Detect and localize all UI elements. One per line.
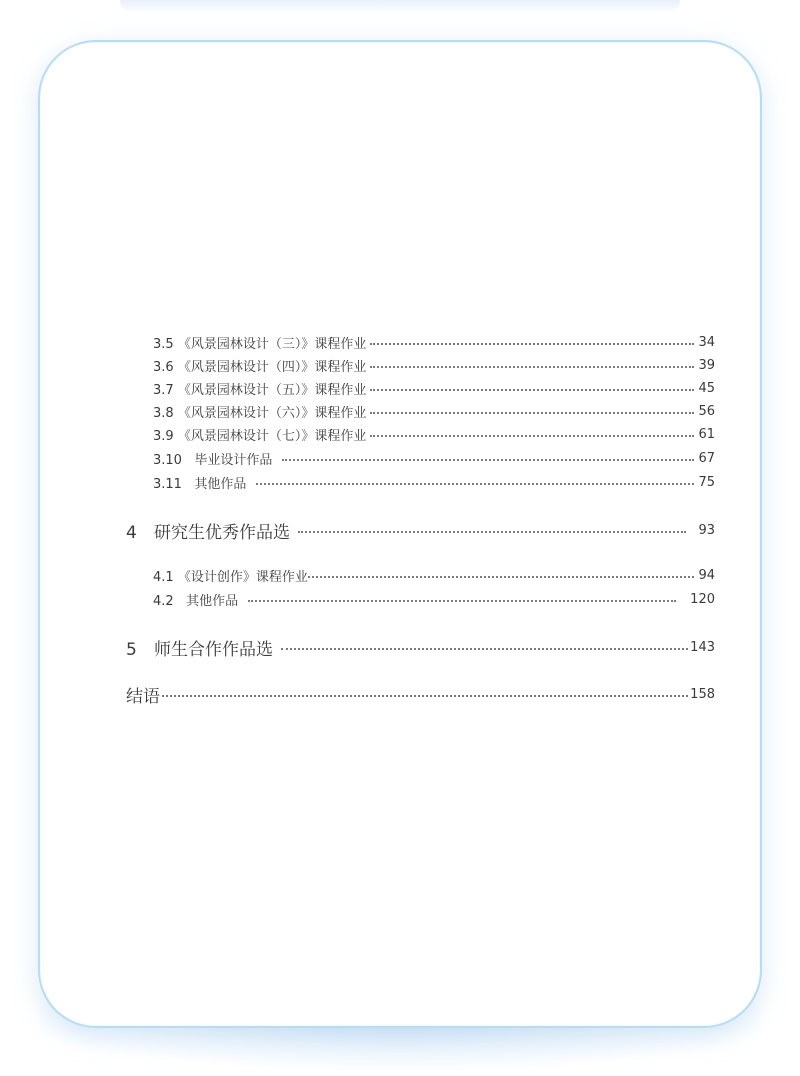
toc-page-number: 45: [698, 380, 715, 396]
toc-page-number: 143: [690, 639, 715, 655]
dot-leader: [281, 648, 688, 650]
toc-entry-number: 3.9: [153, 428, 174, 444]
toc-entry-number: 3.5: [153, 336, 174, 352]
toc-entry-3-10[interactable]: [153, 448, 715, 468]
toc-page-number: 39: [698, 357, 715, 373]
toc-entry-number: 3.6: [153, 359, 174, 375]
toc-entry-number: 3.11: [153, 476, 182, 492]
toc-entry-label: [153, 379, 366, 398]
toc-entry-title: 《风景园林设计（三）》课程作业: [177, 336, 367, 352]
toc-entry-title: 毕业设计作品: [194, 452, 273, 468]
toc-entry-3-9[interactable]: [153, 424, 715, 444]
toc-entry-label: [153, 590, 238, 609]
toc-entry-label: [153, 356, 366, 375]
toc-page-number: 94: [698, 567, 715, 583]
dot-leader: [370, 412, 694, 414]
dot-leader: [282, 459, 694, 461]
dot-leader: [308, 576, 695, 578]
toc-entry-title: 《风景园林设计（六）》课程作业: [177, 405, 367, 421]
toc-entry-3-6[interactable]: [153, 355, 715, 375]
toc-page-number: 158: [690, 686, 715, 702]
toc-page-number: 120: [690, 591, 715, 607]
toc-entry-label: [153, 425, 366, 444]
toc-chapter-title: 研究生优秀作品选: [154, 522, 290, 543]
toc-entry-number: 3.8: [153, 405, 174, 421]
toc-entry-4-2[interactable]: [153, 589, 715, 609]
toc-page-number: 61: [698, 426, 715, 442]
toc-entry-number: 4.1: [153, 569, 174, 585]
toc-entry-title: 《风景园林设计（七）》课程作业: [177, 428, 367, 444]
toc-entry-3-5[interactable]: [153, 332, 715, 352]
dot-leader: [162, 695, 688, 697]
toc-page-number: 34: [698, 334, 715, 350]
dot-leader: [298, 531, 686, 533]
toc-conclusion-title: 结语: [126, 686, 160, 707]
toc-conclusion[interactable]: [126, 681, 715, 707]
toc-page-number: 67: [698, 450, 715, 466]
toc-chapter-number: 4: [126, 522, 137, 543]
dot-leader: [370, 343, 694, 345]
toc-chapter-title: 师生合作作品选: [154, 639, 273, 660]
dot-leader: [248, 600, 676, 602]
dot-leader: [370, 389, 694, 391]
toc-entry-3-7[interactable]: [153, 378, 715, 398]
toc-chapter-label: [126, 635, 273, 660]
toc-entry-label: [153, 566, 308, 585]
toc-entry-label: [153, 333, 366, 352]
toc-entry-4-1[interactable]: [153, 565, 715, 585]
top-shadow: [120, 0, 680, 14]
toc-chapter-label: [126, 518, 290, 543]
toc-page-number: 93: [698, 522, 715, 538]
toc-entry-title: 《风景园林设计（四）》课程作业: [177, 359, 367, 375]
toc-entry-title: 《设计创作》课程作业: [177, 569, 308, 585]
toc-entry-number: 4.2: [153, 593, 174, 609]
toc-page-number: 75: [698, 474, 715, 490]
toc-chapter-4[interactable]: [126, 517, 715, 543]
toc-entry-3-11[interactable]: [153, 472, 715, 492]
toc-entry-number: 3.7: [153, 382, 174, 398]
toc-entry-title: 其他作品: [186, 593, 239, 609]
toc-entry-title: 其他作品: [194, 476, 247, 492]
toc-entry-label: [153, 449, 272, 468]
toc-entry-label: [153, 473, 246, 492]
dot-leader: [370, 366, 694, 368]
toc-chapter-number: 5: [126, 639, 137, 660]
toc-entry-number: 3.10: [153, 452, 182, 468]
toc-entry-title: 《风景园林设计（五）》课程作业: [177, 382, 367, 398]
dot-leader: [256, 483, 694, 485]
toc-page-number: 56: [698, 403, 715, 419]
dot-leader: [370, 435, 694, 437]
toc-entry-label: [153, 402, 366, 421]
toc-entry-3-8[interactable]: [153, 401, 715, 421]
toc-chapter-5[interactable]: [126, 634, 715, 660]
